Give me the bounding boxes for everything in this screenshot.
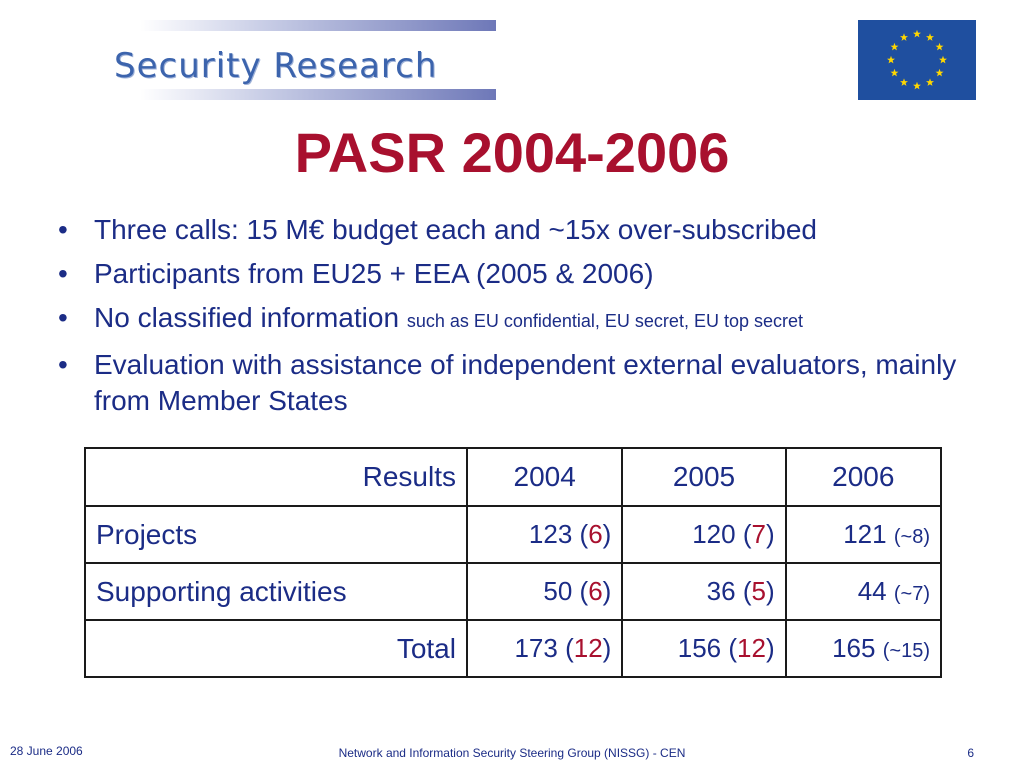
logo-bottom-band xyxy=(140,89,496,100)
bullet-dot: • xyxy=(58,302,68,333)
bullet-text: No classified information xyxy=(94,302,400,333)
bullet-item xyxy=(52,300,1012,339)
cell-value: 44 xyxy=(857,576,887,606)
bullet-text: Evaluation with assistance of independent external evaluators, mainly from Member States xyxy=(94,349,957,416)
star-icon xyxy=(890,69,898,77)
row-label-total: Total xyxy=(85,620,467,677)
header-results: Results xyxy=(85,448,467,506)
footer-date: 28 June 2006 xyxy=(10,744,83,758)
page-title: PASR 2004-2006 xyxy=(294,121,730,184)
star-icon xyxy=(887,56,895,64)
cell-value: 173 xyxy=(514,633,558,663)
cell-value: 120 xyxy=(692,519,736,549)
bullet-text: Three calls: 15 M€ budget each and ~15x over-subscribed xyxy=(94,214,817,245)
bullet-dot: • xyxy=(58,349,68,380)
row-label: Supporting activities xyxy=(85,563,467,620)
star-icon xyxy=(936,43,944,51)
table-cell: 50 (6) xyxy=(467,563,622,620)
bullet-item xyxy=(52,347,1012,419)
cell-paren: ~8 xyxy=(900,526,924,548)
table-row xyxy=(85,620,941,677)
cell-paren: 7 xyxy=(751,519,766,549)
cell-value: 50 xyxy=(543,576,573,606)
table-cell: 36 (5) xyxy=(622,563,785,620)
bullet-item xyxy=(52,212,1012,248)
results-table xyxy=(84,447,942,678)
cell-paren: 5 xyxy=(751,576,766,606)
bullet-list xyxy=(52,212,1012,427)
table-cell xyxy=(786,563,941,620)
header-year: 2005 xyxy=(622,448,785,506)
row-label: Projects xyxy=(85,506,467,563)
cell-paren: 12 xyxy=(737,633,766,663)
cell-paren: 6 xyxy=(588,576,603,606)
footer-organization: Network and Information Security Steering Group (NISSG) - CEN xyxy=(338,746,686,760)
star-icon xyxy=(936,69,944,77)
table-cell xyxy=(786,506,941,563)
star-icon xyxy=(926,78,934,86)
eu-flag-icon xyxy=(858,20,976,100)
cell-paren: 12 xyxy=(573,633,603,663)
star-icon xyxy=(913,30,921,38)
bullet-item xyxy=(52,256,1012,292)
bullet-text: Participants from EU25 + EEA (2005 & 2006) xyxy=(94,258,654,289)
table-cell xyxy=(786,620,941,677)
table-header-row xyxy=(85,448,941,506)
bullet-note: such as EU confidential, EU secret, EU top secret xyxy=(406,311,803,331)
star-icon xyxy=(913,82,921,90)
header-year: 2006 xyxy=(786,448,941,506)
logo-top-band xyxy=(140,20,496,31)
logo-text: Security Research xyxy=(114,46,438,86)
header-year: 2004 xyxy=(467,448,622,506)
star-icon xyxy=(926,33,934,41)
cell-value: 121 xyxy=(843,519,887,549)
cell-value: 165 xyxy=(832,633,876,663)
cell-approx: (~7) xyxy=(893,583,930,605)
star-icon xyxy=(900,33,908,41)
star-icon xyxy=(900,78,908,86)
star-icon xyxy=(890,43,898,51)
cell-value: 36 xyxy=(706,576,736,606)
cell-paren: 6 xyxy=(588,519,603,549)
cell-approx: (~8) xyxy=(893,526,930,548)
bullet-dot: • xyxy=(58,258,68,289)
page-number: 6 xyxy=(967,746,974,760)
star-icon xyxy=(939,56,947,64)
eu-flag-stars xyxy=(858,20,976,100)
table-cell: 120 (7) xyxy=(622,506,785,563)
cell-paren: ~15 xyxy=(889,640,924,662)
table-cell: 123 (6) xyxy=(467,506,622,563)
cell-approx: (~15) xyxy=(882,640,930,662)
table-row xyxy=(85,506,941,563)
table-cell: 156 (12) xyxy=(622,620,785,677)
table-cell: 173 (12) xyxy=(467,620,622,677)
cell-value: 156 xyxy=(677,633,722,663)
security-research-logo xyxy=(110,20,498,110)
cell-paren: ~7 xyxy=(900,583,924,605)
cell-value: 123 xyxy=(528,519,573,549)
table-row xyxy=(85,563,941,620)
bullet-dot: • xyxy=(58,214,68,245)
